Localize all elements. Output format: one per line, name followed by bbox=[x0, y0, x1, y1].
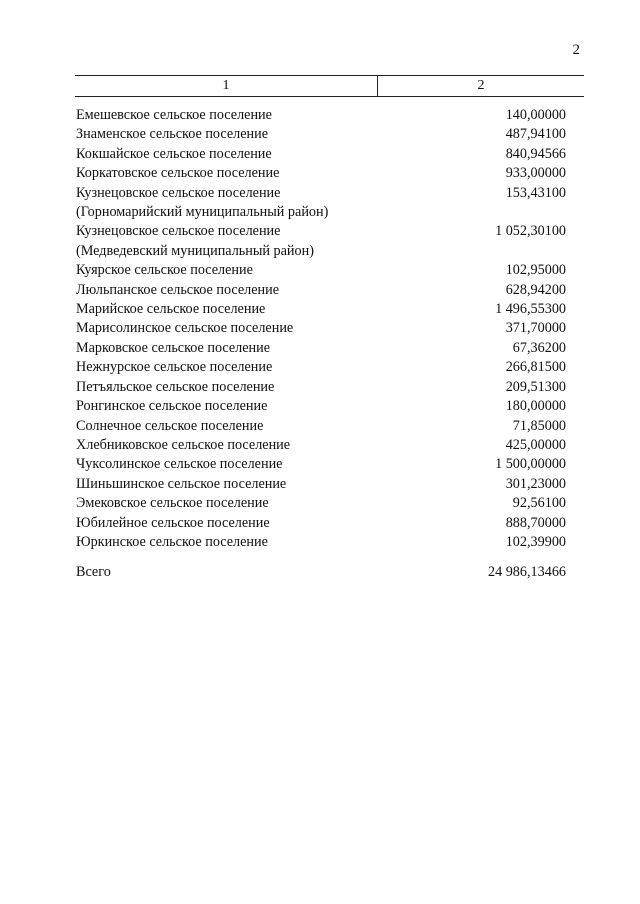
settlement-name: Марийское сельское поселение bbox=[76, 301, 266, 318]
table-row bbox=[76, 125, 566, 144]
settlement-name: Люльпанское сельское поселение bbox=[76, 281, 280, 298]
table-row bbox=[76, 514, 566, 533]
settlement-value: 371,70000 bbox=[505, 320, 566, 337]
table-row bbox=[76, 475, 566, 494]
settlement-name: Хлебниковское сельское поселение bbox=[76, 436, 291, 453]
total-value: 24 986,13466 bbox=[487, 564, 566, 581]
table-row bbox=[76, 339, 566, 358]
settlement-value: 67,36200 bbox=[512, 339, 566, 356]
table-row bbox=[76, 319, 566, 338]
settlement-name: Ронгинское сельское поселение bbox=[76, 398, 268, 415]
settlement-value: 153,43100 bbox=[505, 184, 566, 201]
table-row bbox=[76, 164, 566, 183]
settlement-name: Марисолинское сельское поселение bbox=[76, 320, 294, 337]
settlement-name: Чуксолинское сельское поселение bbox=[76, 456, 283, 473]
settlement-name: Юркинское сельское поселение bbox=[76, 533, 268, 550]
settlement-value: 140,00000 bbox=[505, 107, 566, 123]
settlement-value: 102,95000 bbox=[505, 262, 566, 279]
settlement-value: 628,94200 bbox=[505, 281, 566, 298]
settlement-value: 92,56100 bbox=[512, 495, 566, 512]
settlement-value: 1 500,00000 bbox=[495, 456, 566, 473]
settlement-name: Кузнецовское сельское поселение (Горномарийский муниципальный район) bbox=[76, 184, 329, 221]
table-row bbox=[76, 261, 566, 280]
settlements-table bbox=[76, 106, 566, 583]
settlement-name: Петъяльское сельское поселение bbox=[76, 378, 275, 395]
settlement-name: Куярское сельское поселение bbox=[76, 262, 253, 279]
settlement-value: 487,94100 bbox=[505, 126, 566, 143]
settlement-value: 840,94566 bbox=[505, 145, 566, 162]
settlement-name: Знаменское сельское поселение bbox=[76, 126, 269, 143]
table-row bbox=[76, 533, 566, 552]
settlement-name: Кокшайское сельское поселение bbox=[76, 145, 272, 162]
table-row bbox=[76, 222, 566, 261]
total-row bbox=[76, 563, 566, 582]
settlement-value: 425,00000 bbox=[505, 436, 566, 453]
settlement-value: 266,81500 bbox=[505, 359, 566, 376]
settlement-value: 301,23000 bbox=[505, 475, 566, 492]
settlement-name: Коркатовское сельское поселение bbox=[76, 165, 280, 182]
settlement-name: Юбилейное сельское поселение bbox=[76, 514, 270, 531]
table-row bbox=[76, 358, 566, 377]
settlement-value: 1 052,30100 bbox=[495, 223, 566, 240]
settlement-name: Емешевское сельское поселение bbox=[76, 107, 272, 123]
column-header-row bbox=[75, 75, 584, 97]
column-header-2: 2 bbox=[477, 78, 485, 93]
table-row bbox=[76, 184, 566, 223]
settlement-value: 933,00000 bbox=[505, 165, 566, 182]
settlement-value: 180,00000 bbox=[505, 398, 566, 415]
settlement-name: Нежнурское сельское поселение bbox=[76, 359, 273, 376]
settlement-name: Шиньшинское сельское поселение bbox=[76, 475, 287, 492]
settlement-value: 1 496,55300 bbox=[495, 301, 566, 318]
settlement-value: 71,85000 bbox=[512, 417, 566, 434]
table-row bbox=[76, 455, 566, 474]
settlement-value: 888,70000 bbox=[505, 514, 566, 531]
settlement-name: Кузнецовское сельское поселение (Медведевский муниципальный район) bbox=[76, 223, 314, 259]
table-row bbox=[76, 378, 566, 397]
table-row bbox=[76, 145, 566, 164]
page-number: 2 bbox=[572, 42, 580, 58]
table-row bbox=[76, 281, 566, 300]
table-row bbox=[76, 300, 566, 319]
column-header-1: 1 bbox=[75, 76, 378, 96]
table-row bbox=[76, 106, 566, 125]
table-row bbox=[76, 417, 566, 436]
settlement-value: 209,51300 bbox=[505, 378, 566, 395]
table-row bbox=[76, 494, 566, 513]
total-label: Всего bbox=[76, 564, 111, 581]
settlement-name: Марковское сельское поселение bbox=[76, 339, 271, 356]
settlement-name: Солнечное сельское поселение bbox=[76, 417, 264, 434]
settlement-name: Эмековское сельское поселение bbox=[76, 495, 269, 512]
table-row bbox=[76, 436, 566, 455]
table-row bbox=[76, 397, 566, 416]
settlement-value: 102,39900 bbox=[505, 533, 566, 550]
